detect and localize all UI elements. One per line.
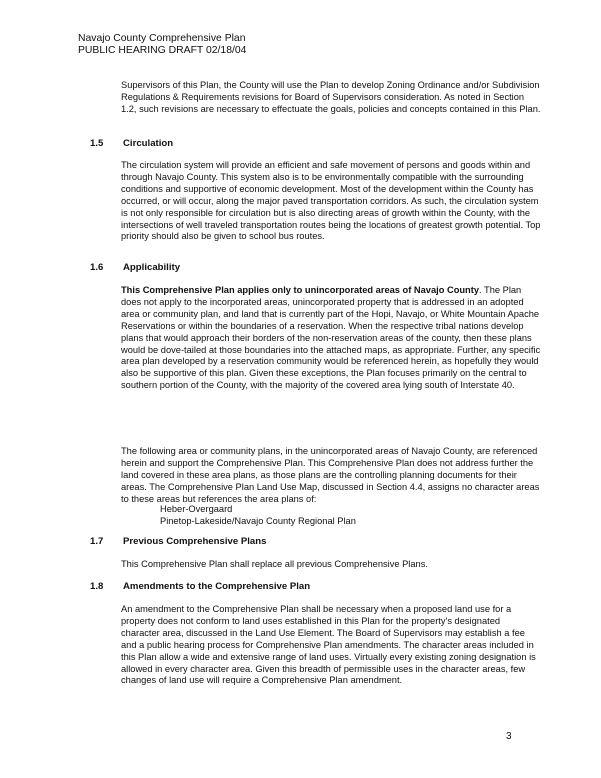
area-plans-paragraph: The following area or community plans, in the unincorporated areas of Navajo County, are referenced herein and support the Comprehensive Plan. This Comprehensive Plan does not address further the land covered in these area plans, as those plans are the controlling planning documents for their areas. The Comprehensive Plan Land Use Map, discussed in Section 4.4, assigns no character areas to these areas but references the area plans of:: [121, 446, 540, 504]
section-title: Previous Comprehensive Plans: [123, 536, 267, 547]
applicability-lead: This Comprehensive Plan applies only to unincorporated areas of Navajo County: [121, 285, 480, 295]
page-number: 3: [506, 731, 512, 742]
header-title: Navajo County Comprehensive Plan: [78, 33, 246, 44]
section-1-6-heading: [90, 262, 180, 274]
section-1-8-heading: [90, 581, 310, 593]
section-number: 1.5: [90, 138, 104, 149]
intro-paragraph: Supervisors of this Plan, the County will use the Plan to develop Zoning Ordinance and/or Subdivision Regulations & Requirements revisions for Board of Supervisors consideration. As noted in Section 1.2, such revisions are necessary to effectuate the goals, policies and concepts contained in this Plan.: [121, 80, 541, 114]
applicability-body: . The Plan does not apply to the incorporated areas, unincorporated property that is addressed in an adopted area or community plan, and land that is currently part of the Hopi, Navajo, or White Mountain Apache Reservations or within the boundaries of a reservation. When the respective tribal nations develop plans that would approach their borders of the non-reservation areas of the county, then these plans would be dove-tailed at those boundaries into the attached maps, as appropriate. Further, any specific area plan developed by a reservation community would be referenced herein, as hopefully they would also be supportive of this plan. Given these exceptions, the Plan focuses primarily on the central to southern portion of the County, with the majority of the covered area lying south of Interstate 40.: [121, 285, 541, 391]
area-plans-list: [160, 504, 356, 528]
section-number: 1.6: [90, 262, 104, 273]
section-title: Circulation: [123, 138, 174, 149]
running-header: [78, 33, 246, 57]
section-1-5-heading: [90, 138, 173, 150]
list-item: Heber-Overgaard: [160, 504, 233, 514]
circulation-paragraph: The circulation system will provide an efficient and safe movement of persons and goods within and through Navajo County. This system also is to be environmentally compatible with the surrounding conditions and supportive of economic development. Most of the development within the County has occurred, or will occur, along the major paved transportation corridors. As such, the circulation system is not only responsible for circulation but is also directing areas of growth within the County, with the intersections of well traveled transportation routes being the locations of greatest growth potential. Top priority should also be given to school bus routes.: [121, 160, 541, 242]
amendments-paragraph: An amendment to the Comprehensive Plan shall be necessary when a proposed land use for a property does not conform to land uses established in this Plan for the property's designated character area, discussed in the Land Use Element. The Board of Supervisors may establish a fee and a public hearing process for Comprehensive Plan amendments. The character areas included in this Plan allow a wide and extensive range of land uses. Virtually every existing zoning designation is allowed in every character area. Given this breadth of permissible uses in the character areas, few changes of land use will require a Comprehensive Plan amendment.: [121, 604, 536, 686]
list-item: Pinetop-Lakeside/Navajo County Regional Plan: [160, 515, 356, 526]
section-title: Applicability: [123, 262, 181, 273]
applicability-paragraph: [121, 285, 541, 392]
header-draft-date: PUBLIC HEARING DRAFT 02/18/04: [78, 45, 247, 56]
section-title: Amendments to the Comprehensive Plan: [123, 581, 311, 592]
section-1-7-heading: [90, 536, 266, 548]
section-number: 1.8: [90, 581, 104, 592]
section-number: 1.7: [90, 536, 104, 547]
previous-plans-paragraph: This Comprehensive Plan shall replace all previous Comprehensive Plans.: [121, 559, 428, 569]
